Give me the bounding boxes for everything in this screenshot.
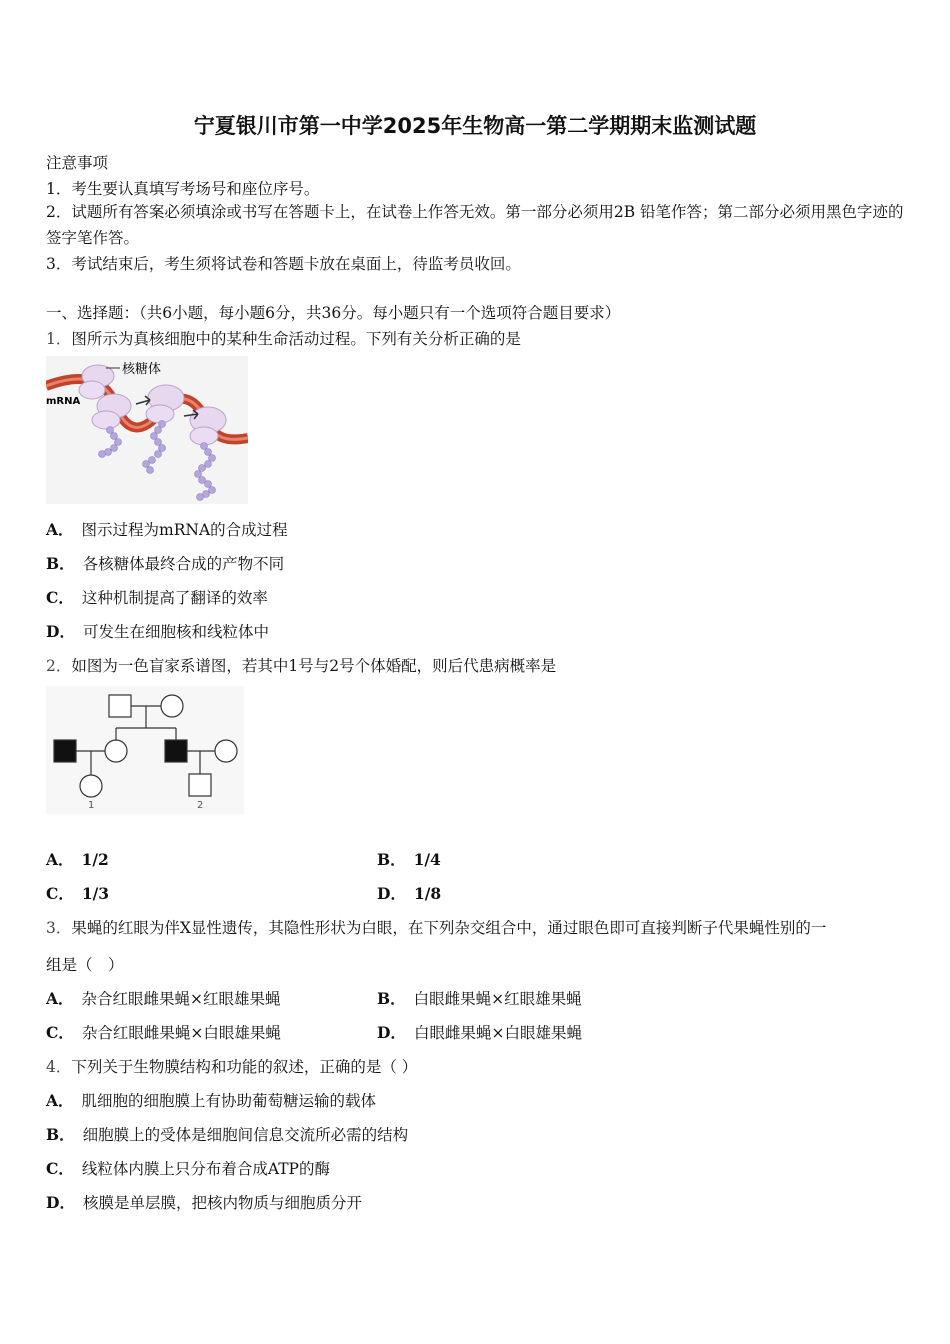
question-1-stem: 1．图所示为真核细胞中的某种生命活动过程。下列有关分析正确的是	[46, 330, 521, 348]
question-2-option-b[interactable]: B． 1/4	[377, 850, 441, 869]
question-3-stem: 3．果蝇的红眼为伴X显性遗传，其隐性形状为白眼，在下列杂交组合中，通过眼色即可直接判断子代果蝇性别的一	[46, 919, 827, 937]
notice-item-1: 1．考生要认真填写考场号和座位序号。	[46, 180, 320, 198]
question-number: 4．	[46, 1058, 72, 1076]
question-2-stem: 2．如图为一色盲家系谱图，若其中1号与2号个体婚配，则后代患病概率是	[46, 657, 557, 675]
question-1-option-d[interactable]: D． 可发生在细胞核和线粒体中	[46, 622, 269, 641]
female-unaffected-icon	[161, 695, 183, 717]
question-4-option-d[interactable]: D． 核膜是单层膜，把核内物质与细胞质分开	[46, 1193, 362, 1212]
question-4-option-b[interactable]: B． 细胞膜上的受体是细胞间信息交流所必需的结构	[46, 1125, 409, 1144]
pedigree-figure	[46, 686, 244, 814]
page-title: 宁夏银川市第一中学2025年生物高一第二学期期末监测试题	[193, 114, 757, 138]
question-3-option-a[interactable]: A． 杂合红眼雌果蝇×红眼雄果蝇	[46, 989, 281, 1008]
question-4-option-a[interactable]: A． 肌细胞的细胞膜上有协助葡萄糖运输的载体	[46, 1091, 377, 1110]
question-3-stem-continued: 组是（ ）	[46, 956, 124, 974]
male-affected-icon	[54, 740, 76, 762]
question-1-option-a[interactable]: A． 图示过程为mRNA的合成过程	[46, 520, 288, 539]
notice-item-3: 3．考试结束后，考生须将试卷和答题卡放在桌面上，待监考员收回。	[46, 255, 521, 273]
ribosome-label: 核糖体	[122, 362, 162, 377]
question-4-option-c[interactable]: C． 线粒体内膜上只分布着合成ATP的酶	[46, 1159, 330, 1178]
question-2-option-a[interactable]: A． 1/2	[46, 850, 109, 869]
question-2-option-d[interactable]: D． 1/8	[377, 884, 442, 903]
female-unaffected-icon	[105, 740, 127, 762]
male-unaffected-icon	[109, 695, 131, 717]
section-heading: 一、选择题：（共6小题，每小题6分，共36分。每小题只有一个选项符合题目要求）	[46, 304, 621, 322]
male-affected-icon	[165, 740, 187, 762]
question-4-stem: 4．下列关于生物膜结构和功能的叙述，正确的是（ ）	[46, 1058, 418, 1076]
question-3-option-b[interactable]: B． 白眼雌果蝇×红眼雄果蝇	[377, 989, 582, 1008]
individual-2-label: 2	[197, 800, 204, 811]
notice-heading: 注意事项	[46, 154, 109, 172]
question-3-option-d[interactable]: D． 白眼雌果蝇×白眼雄果蝇	[377, 1023, 582, 1042]
question-1-option-c[interactable]: C． 这种机制提高了翻译的效率	[46, 588, 268, 607]
question-number: 1．	[46, 330, 72, 348]
female-unaffected-icon	[215, 740, 237, 762]
individual-1-label: 1	[88, 800, 95, 811]
question-3-option-c[interactable]: C． 杂合红眼雌果蝇×白眼雄果蝇	[46, 1023, 281, 1042]
translation-figure	[46, 356, 248, 504]
mrna-label: mRNA	[46, 396, 81, 407]
question-1-option-b[interactable]: B． 各核糖体最终合成的产物不同	[46, 554, 285, 573]
notice-item-2: 2．试题所有答案必须填涂或书写在答题卡上，在试卷上作答无效。第一部分必须用2B 铅笔作答；第二部分必须用黑色字迹的签字笔作答。	[46, 203, 904, 247]
question-number: 2．	[46, 657, 72, 675]
question-number: 3．	[46, 919, 72, 937]
question-2-option-c[interactable]: C． 1/3	[46, 884, 110, 903]
individual-1-female-icon	[80, 775, 102, 797]
individual-2-male-icon	[189, 774, 211, 796]
